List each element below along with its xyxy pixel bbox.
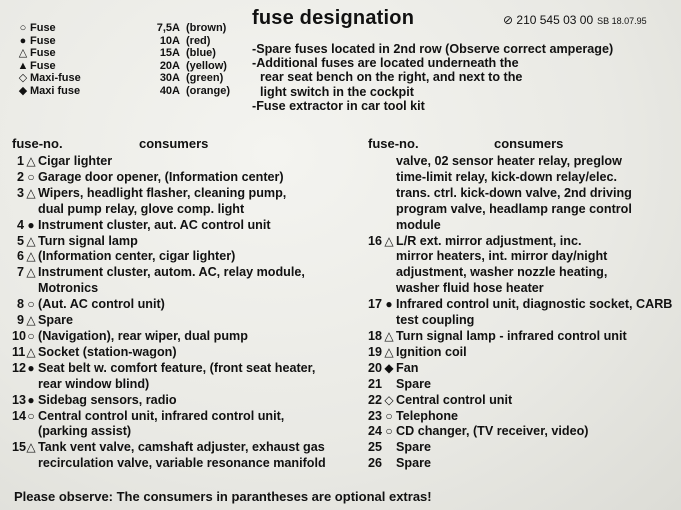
consumer-line: Telephone <box>396 408 459 423</box>
fuse-symbol-blank <box>382 440 396 456</box>
triangle-outline-icon: △ <box>384 328 394 343</box>
fuse-number: 20 <box>367 360 382 375</box>
legend-amperage: 20A <box>159 59 180 72</box>
fuse-number: 11 <box>12 344 26 359</box>
fuse-number: 24 <box>367 424 382 439</box>
consumer-line: mirror heaters, int. mirror day/night <box>396 249 608 264</box>
fuse-number <box>366 154 382 234</box>
fuse-entry <box>12 265 357 297</box>
legend-row <box>16 60 241 73</box>
consumer-text <box>396 361 676 377</box>
fuse-symbol-blank <box>382 154 396 234</box>
triangle-outline-icon: △ <box>26 344 36 359</box>
fuse-number: 5 <box>16 233 24 248</box>
consumer-line: CD changer, (TV receiver, video) <box>396 424 589 439</box>
fuse-number: 12 <box>12 360 27 375</box>
triangle-outline-icon: △ <box>26 154 36 168</box>
consumer-text <box>38 170 357 186</box>
consumer-line: Turn signal lamp - infrared control unit <box>396 328 627 343</box>
legend-amperage: 30A <box>159 72 180 85</box>
fuse-entry <box>12 393 357 409</box>
consumer-text <box>38 154 357 170</box>
legend-type: Fuse <box>30 59 56 72</box>
consumer-text <box>396 424 676 440</box>
right-header-fuse-no: fuse-no. <box>368 136 419 151</box>
fuse-number: 3 <box>16 185 24 200</box>
fuse-entry <box>12 329 357 345</box>
circle-outline-icon: ○ <box>385 424 393 439</box>
consumer-line: test coupling <box>396 313 475 328</box>
note-line: -Spare fuses located in 2nd row (Observe correct amperage) <box>252 42 614 56</box>
triangle-outline-icon: △ <box>18 47 28 60</box>
legend-row <box>16 72 241 85</box>
consumer-line: L/R ext. mirror adjustment, inc. <box>396 233 582 248</box>
triangle-outline-icon: △ <box>26 185 36 200</box>
fuse-number: 8 <box>16 297 24 312</box>
triangle-outline-icon: △ <box>384 233 394 248</box>
consumer-text <box>396 154 676 234</box>
consumer-line: Instrument cluster, aut. AC control unit <box>38 217 271 232</box>
legend-row <box>16 22 241 35</box>
consumer-text <box>38 297 357 313</box>
triangle-outline-icon: △ <box>26 249 36 264</box>
consumer-text <box>396 409 676 425</box>
legend-type: Maxi fuse <box>30 84 81 97</box>
consumer-line: Spare <box>396 456 432 471</box>
diamond-outline-icon: ◇ <box>384 392 394 407</box>
consumer-line: Fan <box>396 360 419 375</box>
fuse-entry <box>12 234 357 250</box>
consumer-line: recirculation valve, variable resonance manifold <box>38 456 326 471</box>
consumer-text <box>38 440 357 472</box>
fuse-entry <box>366 456 676 472</box>
consumer-line: Spare <box>38 313 74 328</box>
fuse-number: 2 <box>16 169 24 184</box>
circle-filled-icon: ● <box>19 34 27 47</box>
fuse-entry <box>12 313 357 329</box>
consumer-line: Central control unit, infrared control unit, <box>38 408 285 423</box>
consumer-line: (Aut. AC control unit) <box>38 297 165 312</box>
legend-amperage: 10A <box>159 34 180 47</box>
left-header-consumers: consumers <box>139 136 209 151</box>
fuse-entry <box>366 234 676 298</box>
consumer-line: rear window blind) <box>38 376 150 391</box>
legend-color: (brown) <box>186 22 227 34</box>
fuse-legend <box>16 22 241 98</box>
fuse-number: 21 <box>367 376 382 391</box>
note-line: -Additional fuses are located underneath the <box>252 56 519 71</box>
consumer-text <box>396 377 676 393</box>
note-line: rear seat bench on the right, and next to the <box>260 70 523 85</box>
fuse-number: 15 <box>12 440 27 455</box>
consumer-text <box>38 313 357 329</box>
consumer-text <box>396 234 676 298</box>
legend-type: Fuse <box>30 22 56 34</box>
consumer-line: adjustment, washer nozzle heating, <box>396 265 608 280</box>
consumer-line: Seat belt w. comfort feature, (front seat heater, <box>38 360 316 375</box>
fuse-entry <box>366 345 676 361</box>
consumer-line: Spare <box>396 440 432 455</box>
legend-row <box>16 47 241 60</box>
consumer-text <box>38 345 357 361</box>
fuse-entry <box>12 297 357 313</box>
page-title: fuse designation <box>252 7 415 29</box>
consumer-line: Sidebag sensors, radio <box>38 392 177 407</box>
fuse-entry <box>12 170 357 186</box>
notes-block <box>252 42 613 113</box>
consumer-line: Central control unit <box>396 392 513 407</box>
fuse-number: 10 <box>12 328 27 343</box>
consumer-line: Infrared control unit, diagnostic socket, CARB <box>396 297 673 312</box>
consumer-line: Tank vent valve, camshaft adjuster, exhaust gas <box>38 440 325 455</box>
part-number <box>503 13 647 27</box>
legend-row <box>16 35 241 48</box>
consumer-text <box>38 186 357 218</box>
fuse-entry <box>366 297 676 329</box>
consumer-line: Instrument cluster, autom. AC, relay module, <box>38 265 305 280</box>
consumer-line: Spare <box>396 376 432 391</box>
consumer-text <box>396 440 676 456</box>
consumer-line: Wipers, headlight flasher, cleaning pump, <box>38 185 287 200</box>
legend-amperage: 15A <box>159 47 180 60</box>
fuse-list-right <box>366 154 676 472</box>
legend-color: (green) <box>186 72 224 85</box>
fuse-entry <box>366 393 676 409</box>
fuse-entry <box>12 345 357 361</box>
consumer-line: module <box>396 217 441 232</box>
fuse-entry <box>366 154 676 234</box>
legend-color: (yellow) <box>186 59 227 72</box>
legend-type: Maxi-fuse <box>30 72 81 85</box>
footer-note: Please observe: The consumers in parantheses are optional extras! <box>14 489 432 504</box>
fuse-entry <box>366 424 676 440</box>
circle-filled-icon: ● <box>27 392 35 407</box>
circle-outline-icon: ○ <box>27 328 35 343</box>
fuse-entry <box>12 409 357 441</box>
fuse-number: 13 <box>12 392 27 407</box>
part-suffix: SB 18.07.95 <box>597 16 647 26</box>
fuse-entry <box>366 377 676 393</box>
consumer-text <box>38 393 357 409</box>
consumer-text <box>38 329 357 345</box>
consumer-line: time-limit relay, kick-down relay/elec. <box>396 169 617 184</box>
consumer-text <box>38 249 357 265</box>
triangle-filled-icon: ▲ <box>17 59 29 72</box>
consumer-line: Motronics <box>38 281 99 296</box>
circle-outline-icon: ○ <box>27 169 35 184</box>
consumer-line: (Navigation), rear wiper, dual pump <box>38 328 248 343</box>
consumer-line: (parking assist) <box>38 424 132 439</box>
legend-color: (orange) <box>186 84 230 97</box>
circle-filled-icon: ● <box>27 360 35 375</box>
right-header-consumers: consumers <box>494 136 564 151</box>
fuse-entry <box>366 440 676 456</box>
circle-outline-icon: ○ <box>385 408 393 423</box>
consumer-text <box>38 234 357 250</box>
triangle-outline-icon: △ <box>384 344 394 359</box>
circle-outline-icon: ○ <box>27 408 35 423</box>
consumer-line: Ignition coil <box>396 344 467 359</box>
consumer-line: Cigar lighter <box>38 154 113 168</box>
triangle-outline-icon: △ <box>26 313 36 328</box>
triangle-outline-icon: △ <box>26 265 36 280</box>
legend-color: (red) <box>186 34 211 47</box>
consumer-text <box>396 329 676 345</box>
triangle-outline-icon: △ <box>26 440 36 455</box>
fuse-entry <box>12 361 357 393</box>
circle-filled-icon: ● <box>385 297 393 312</box>
fuse-entry <box>366 361 676 377</box>
consumer-line: valve, 02 sensor heater relay, preglow <box>396 154 622 168</box>
consumer-text <box>396 297 676 329</box>
fuse-list-left <box>12 154 357 472</box>
legend-type: Fuse <box>30 47 56 60</box>
legend-type: Fuse <box>30 34 56 47</box>
fuse-number: 17 <box>367 297 382 312</box>
fuse-symbol-blank <box>382 377 396 393</box>
fuse-number: 16 <box>367 233 382 248</box>
fuse-number: 1 <box>16 154 24 168</box>
consumer-line: Socket (station-wagon) <box>38 344 177 359</box>
legend-color: (blue) <box>186 47 216 60</box>
fuse-entry <box>12 218 357 234</box>
fuse-number: 14 <box>12 408 27 423</box>
fuse-number: 25 <box>367 440 382 455</box>
fuse-number: 7 <box>16 265 24 280</box>
legend-amperage: 7,5A <box>156 22 180 34</box>
circle-filled-icon: ● <box>27 217 35 232</box>
fuse-number: 4 <box>16 217 24 232</box>
legend-amperage: 40A <box>159 84 180 97</box>
fuse-number: 26 <box>367 456 382 471</box>
consumer-text <box>396 456 676 472</box>
consumer-line: program valve, headlamp range control <box>396 201 632 216</box>
fuse-number: 6 <box>16 249 24 264</box>
consumer-line: Turn signal lamp <box>38 233 138 248</box>
fuse-number: 23 <box>367 408 382 423</box>
consumer-line: dual pump relay, glove comp. light <box>38 201 245 216</box>
consumer-line: trans. ctrl. kick-down valve, 2nd driving <box>396 185 632 200</box>
fuse-entry <box>12 154 357 170</box>
diamond-outline-icon: ◇ <box>18 72 28 85</box>
fuse-entry <box>12 440 357 472</box>
legend-row <box>16 85 241 98</box>
note-line: -Fuse extractor in car tool kit <box>252 98 425 113</box>
consumer-text <box>38 361 357 393</box>
consumer-text <box>396 345 676 361</box>
fuse-number: 19 <box>367 344 382 359</box>
consumer-text <box>396 393 676 409</box>
note-line: light switch in the cockpit <box>260 84 414 99</box>
fuse-symbol-blank <box>382 456 396 472</box>
left-header-fuse-no: fuse-no. <box>12 136 63 151</box>
fuse-entry <box>366 409 676 425</box>
fuse-entry <box>12 186 357 218</box>
part-number-value: ⊘ 210 545 03 00 <box>503 13 594 27</box>
circle-outline-icon: ○ <box>19 22 27 34</box>
diamond-filled-icon: ◆ <box>18 84 28 97</box>
consumer-text <box>38 265 357 297</box>
fuse-entry <box>12 249 357 265</box>
consumer-line: (Information center, cigar lighter) <box>38 249 236 264</box>
diamond-filled-icon: ◆ <box>384 360 394 375</box>
consumer-text <box>38 218 357 234</box>
circle-outline-icon: ○ <box>27 297 35 312</box>
fuse-entry <box>366 329 676 345</box>
consumer-line: washer fluid hose heater <box>396 281 544 296</box>
consumer-text <box>38 409 357 441</box>
triangle-outline-icon: △ <box>26 233 36 248</box>
fuse-number: 9 <box>16 313 24 328</box>
fuse-number: 18 <box>367 328 382 343</box>
consumer-line: Garage door opener, (Information center) <box>38 169 284 184</box>
fuse-number: 22 <box>367 392 382 407</box>
